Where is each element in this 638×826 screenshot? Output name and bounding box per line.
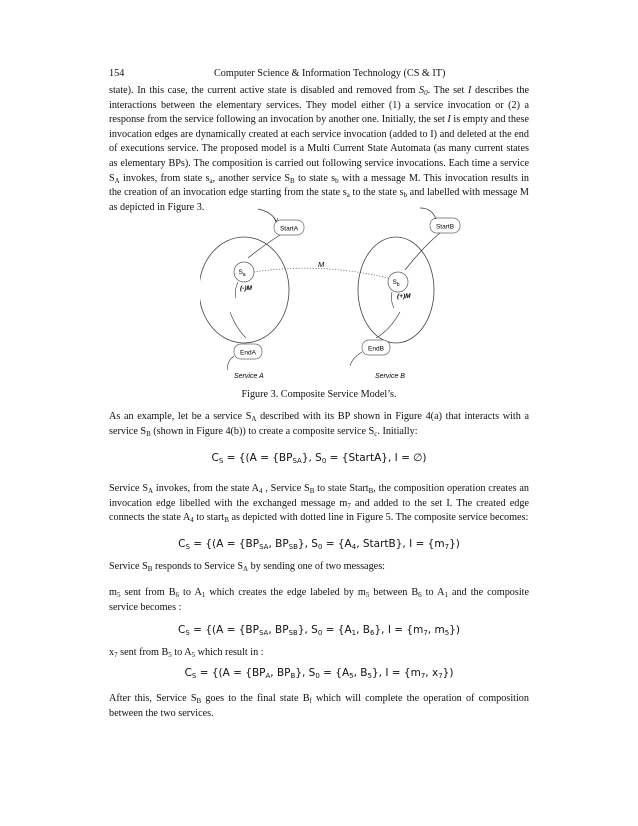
label-plus-m: (+)M <box>397 293 411 300</box>
paragraph-2: As an example, let be a service $S_A$ described with its BP shown in Figure 4(a) that interacts with a service $S_B$ (shown in Figure 4(b)) to create a composite service $S_c$. Initially: <box>109 411 529 438</box>
service-a-label: Service A <box>234 373 264 380</box>
journal-title: Computer Science & Information Technology (CS & IT) <box>214 68 446 79</box>
equation-2: $C_S = \{(A = \{BP_{SA}$, $BP_{SB}$}, $S_0 = \{A_4$, StartB}, $I = \{m_7\}$) <box>178 538 460 551</box>
equation-3: $C_S = \{(A = \{BP_{SA}$, $BP_{SB}$}, $S_0 = \{A_1$, $B_6$}, $I = \{m_7$, $m_5$}) <box>178 624 460 637</box>
state-sa-label: $S_a$ <box>238 269 246 278</box>
end-a-label: EndA <box>240 349 256 357</box>
start-b-label: StartB <box>435 223 455 231</box>
paragraph-7: After this, Service $S_B$ goes to the final state $B_f$ which will complete the operation of composition between the two services. <box>109 693 529 719</box>
start-a-arrow <box>258 209 276 221</box>
composite-service-figure <box>200 200 480 386</box>
label-minus-m: (-)M <box>240 285 252 292</box>
message-label: M <box>318 260 325 269</box>
start-a-label: StartA <box>279 225 299 233</box>
service-b-label: Service B <box>375 373 405 380</box>
paragraph-5: $m_5$ sent from $B_6$ to $A_1$ which creates the edge labeled by $m_5$ between $B_6$ to $A_1$ and the composite service becomes : <box>109 587 530 613</box>
page-number: 154 <box>109 68 125 79</box>
paragraph-3: Service $S_A$ invokes, from the state $A_4$ , Service $S_B$ to state Start$_B$, the composition operation creates an invocation edge libelled with the exchanged message $m_7$ and added to the set I. The created edge connects the state $A_4$ to start$_B$ as depicted with dotted line in Figure 5. The composite service becomes: <box>109 483 530 525</box>
figure-caption: Figure 3. Composite Service Model’s. <box>241 389 397 400</box>
paragraph-4: Service $S_B$ responds to Service $S_A$ by sending one of two messages: <box>109 561 385 573</box>
end-b-label: EndB <box>368 345 384 353</box>
paragraph-6: $x_7$ sent from $B_5$ to $A_5$ which result in : <box>109 647 264 659</box>
invocation-edge <box>254 268 388 278</box>
equation-4: $C_S = \{(A = \{BP_A$, $BP_B$}, $S_0 = \{A_5$, $B_5$}, $I = \{m_7$, $x_7$}) <box>184 667 454 680</box>
state-sb-label: $S_b$ <box>392 279 400 288</box>
paragraph-1: state). In this case, the current active state is disabled and removed from $S_0$. The set I describes the interactions between the elementary services. They model either (1) a service invocation or (2) a response from the service following an invocation by another one. Initially, the set I is empty and these invocation edges are dynamically created at each service invocation (added to I) and deleted at the end of executions service. The proposed model is a Multi Current State Automata (as many current states as elementary BPs). The composition is carried out following service invocations. Each time a service $S_A$ invokes, from state $s_a$, another service $S_B$ to state $s_b$ with a message M. This invocation results in the creation of an invocation edge starting from the state $s_a$ to the state $s_b$ and labelled with message M as depicted in Figure 3. <box>109 85 529 213</box>
start-b-arrow <box>420 208 436 219</box>
equation-1: $C_S = \{(A = \{BP_{SA}\}$, $S_0$ = {StartA}, I = ∅) <box>211 452 427 465</box>
